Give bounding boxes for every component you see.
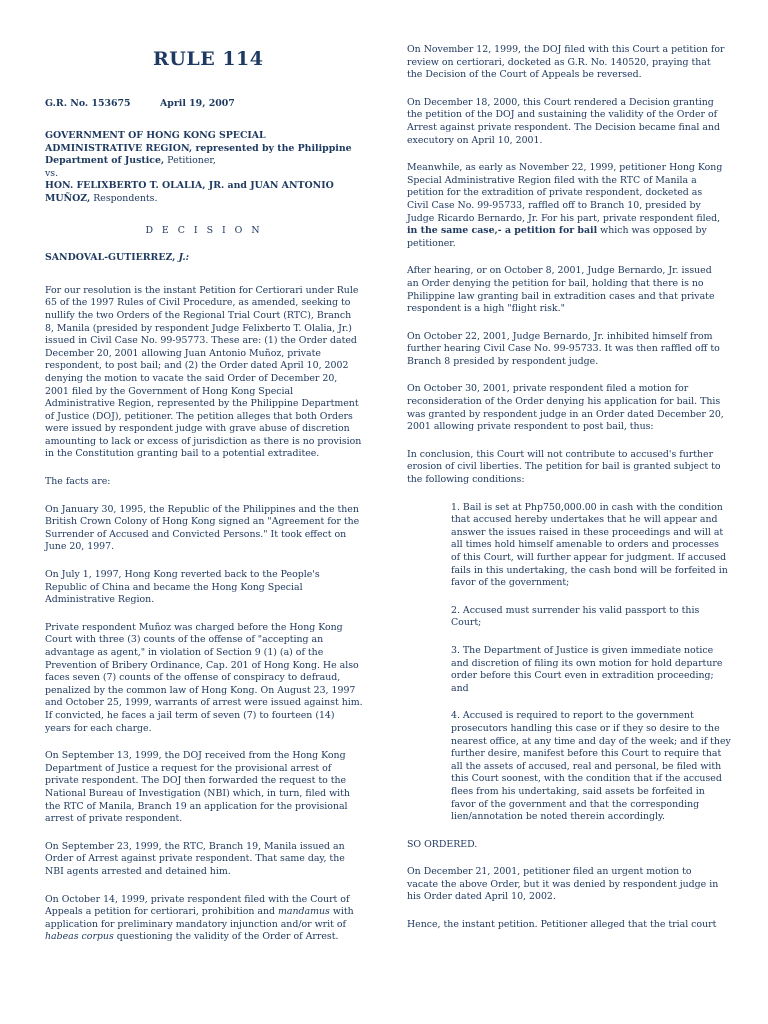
bail-condition: 1. Bail is set at Php750,000.00 in cash with the condition that accused hereby undertakes that he will appear and answer the issues raised in these proceedings and will at all times hold himself amenable to orders and processes of this Court, will further appear for judgment. If accused fails in this undertaking, the cash bond will be forfeited in favor of the government;	[451, 501, 728, 589]
respondents-name: HON. FELIXBERTO T. OLALIA, JR. and JUAN ANTONIO MUÑOZ,	[45, 180, 334, 204]
gr-number: G.R. No. 153675	[45, 98, 131, 109]
respondents-role: Respondents.	[90, 192, 158, 204]
left-column	[45, 130, 363, 959]
paragraph: On September 13, 1999, the DOJ received from the Hong Kong Department of Justice a request for the provisional arrest of private respondent. The DOJ then forwarded the request to the National Bureau of Investigation (NBI) which, in turn, filed with the RTC of Manila, Branch 19 an application for the provisional arrest of private respondent.	[45, 750, 350, 825]
paragraph: On December 21, 2001, petitioner filed an urgent motion to vacate the above Order, but it was denied by respondent judge in his Order dated April 10, 2002.	[407, 866, 719, 903]
paragraph: On July 1, 1997, Hong Kong reverted back to the People's Republic of China and became the Hong Kong Special Administrative Region.	[45, 569, 320, 606]
right-column	[407, 44, 731, 947]
text-run: with application for preliminary mandatory injunction and/or writ of	[45, 906, 354, 930]
text-run-bold: in the same case,- a petition for bail	[407, 225, 598, 237]
text-run-italic: habeas corpus	[45, 931, 114, 943]
paragraph: On September 23, 1999, the RTC, Branch 19, Manila issued an Order of Arrest against private respondent. That same day, the NBI agents arrested and detained him.	[45, 840, 345, 877]
so-ordered: SO ORDERED.	[407, 838, 478, 850]
text-run: Meanwhile, as early as November 22, 1999, petitioner Hong Kong Special Administrative Region filed with the RTC of Manila a petition for the extradition of private respondent, docketed as Civil Case No. 99-95733, raffled off to Branch 10, presided by Judge Ricardo Bernardo, Jr. For his part, private respondent filed,	[407, 162, 723, 224]
decision-date: April 19, 2007	[160, 98, 235, 109]
paragraph: Private respondent Muñoz was charged before the Hong Kong Court with three (3) counts of the offense of "accepting an advantage as agent," in violation of Section 9 (1) (a) of the Prevention of Bribery Ordinance, Cap. 201 of Hong Kong. He also faces seven (7) counts of the offense of conspiracy to defraud, penalized by the common law of Hong Kong. On August 23, 1997 and October 25, 1999, warrants of arrest were issued against him. If convicted, he faces a jail term of seven (7) to fourteen (14) years for each charge.	[45, 621, 363, 734]
text-run-italic: mandamus	[278, 906, 330, 918]
versus: vs.	[45, 167, 59, 179]
paragraph: On January 30, 1995, the Republic of the Philippines and the then British Crown Colony of Hong Kong signed an "Agreement for the Surrender of Accused and Convicted Persons." It took effect on June 20, 1997.	[45, 503, 360, 553]
bail-condition: 2. Accused must surrender his valid passport to this Court;	[451, 604, 700, 629]
paragraph: On November 12, 1999, the DOJ filed with this Court a petition for review on certiorari, docketed as G.R. No. 140520, praying that the Decision of the Court of Appeals be reversed.	[407, 44, 725, 81]
paragraph: Hence, the instant petition. Petitioner alleged that the trial court	[407, 919, 717, 931]
decision-heading: D E C I S I O N	[145, 224, 263, 236]
text-run: On October 14, 1999, private respondent filed with the Court of Appeals a petition for certiorari, prohibition and	[45, 893, 350, 918]
rule-title: RULE 114	[153, 48, 264, 70]
paragraph	[45, 894, 363, 944]
petitioner-role: Petitioner,	[164, 155, 216, 167]
paragraph	[407, 162, 725, 250]
ponente	[45, 252, 363, 265]
ponente-suffix: J.:	[175, 252, 190, 264]
text-run: which was opposed by petitioner.	[407, 225, 707, 249]
bail-condition: 3. The Department of Justice is given immediate notice and discretion of filing its own motion for hold departure order before this Court even in extradition proceeding; and	[451, 644, 723, 694]
petitioner-name: GOVERNMENT OF HONG KONG SPECIAL ADMINISTRATIVE REGION, represented by the Philippine Department of Justice,	[45, 130, 352, 167]
text-run: questioning the validity of the Order of Arrest.	[113, 931, 339, 943]
paragraph: On October 22, 2001, Judge Bernardo, Jr. inhibited himself from further hearing Civil Case No. 99-95733. It was then raffled off to Branch 8 presided by respondent judge.	[407, 330, 720, 367]
bail-condition: 4. Accused is required to report to the government prosecutors handling this case or if they so desire to the nearest office, at any time and day of the week; and if they further desire, manifest before this Court to require that all the assets of accused, real and personal, be filed with this Court soonest, with the condition that if the accused flees from his undertaking, said assets be forfeited in favor of the government and that the corresponding lien/annotation be noted therein accordingly.	[451, 710, 731, 823]
paragraph: On October 30, 2001, private respondent filed a motion for reconsideration of the Order denying his application for bail. This was granted by respondent judge in an Order dated December 20, 2001 allowing private respondent to post bail, thus:	[407, 383, 724, 433]
paragraph: For our resolution is the instant Petition for Certiorari under Rule 65 of the 1997 Rules of Civil Procedure, as amended, seeking to nullify the two Orders of the Regional Trial Court (RTC), Branch 8, Manila (presided by respondent Judge Felixberto T. Olalia, Jr.) issued in Civil Case No. 99-95773. These are: (1) the Order dated December 20, 2001 allowing Juan Antonio Muñoz, private respondent, to post bail; and (2) the Order dated April 10, 2002 denying the motion to vacate the said Order of December 20, 2001 filed by the Government of Hong Kong Special Administrative Region, represented by the Philippine Department of Justice (DOJ), petitioner. The petition alleges that both Orders were issued by respondent judge with grave abuse of discretion amounting to lack or excess of jurisdiction as there is no provision in the Constitution granting bail to a potential extraditee.	[45, 284, 362, 460]
paragraph: On December 18, 2000, this Court rendered a Decision granting the petition of the DOJ and sustaining the validity of the Order of Arrest against private respondent. The Decision became final and executory on April 10, 2001.	[407, 96, 721, 146]
paragraph: The facts are:	[45, 476, 111, 488]
paragraph: After hearing, or on October 8, 2001, Judge Bernardo, Jr. issued an Order denying the petition for bail, holding that there is no Philippine law granting bail in extradition cases and that private respondent is a high "flight risk."	[407, 265, 715, 315]
paragraph: In conclusion, this Court will not contribute to accused's further erosion of civil liberties. The petition for bail is granted subject to the following conditions:	[407, 448, 721, 486]
ponente-name: SANDOVAL-GUTIERREZ,	[45, 252, 176, 264]
parties	[45, 130, 363, 206]
